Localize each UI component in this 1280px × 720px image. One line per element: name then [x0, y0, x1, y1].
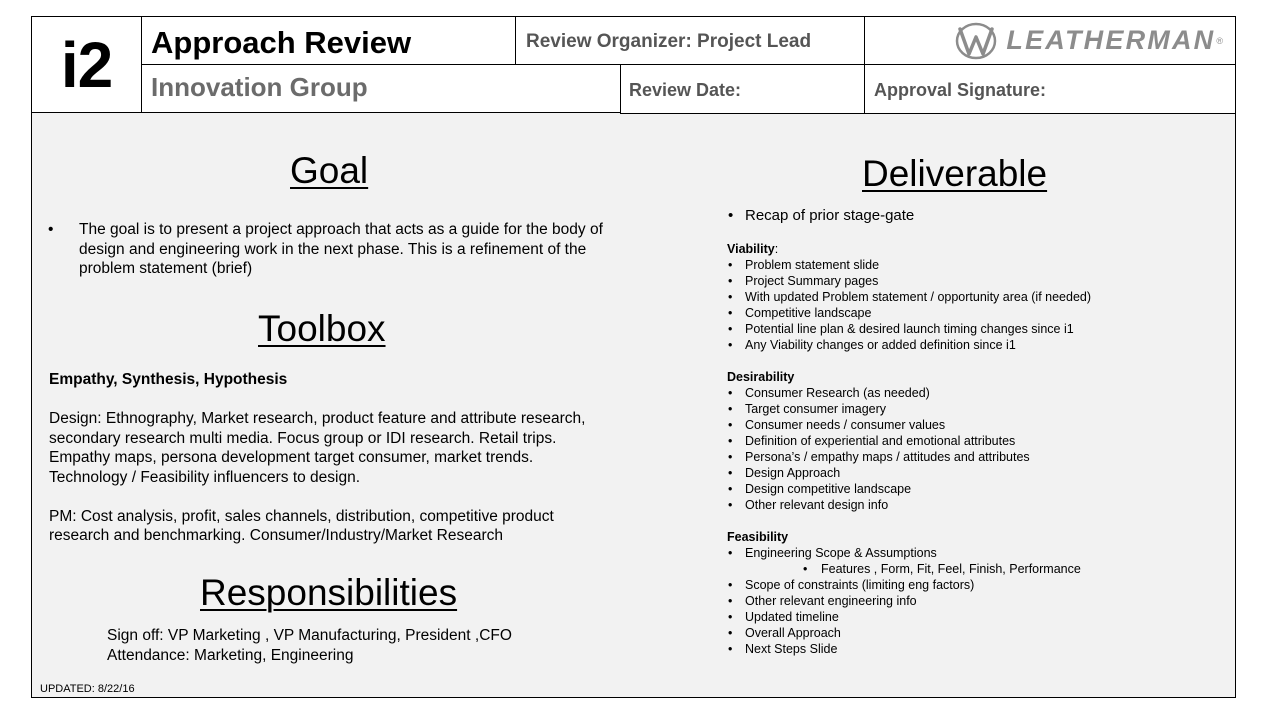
list-item-text: Design Approach	[745, 466, 841, 480]
bullet-dot: •	[728, 594, 733, 608]
list-item	[727, 609, 1227, 625]
list-item	[727, 305, 1227, 321]
viability-section	[727, 241, 1227, 353]
bullet-dot: •	[728, 338, 733, 352]
list-item	[727, 577, 1227, 593]
bullet-dot: •	[803, 562, 808, 576]
list-item	[727, 257, 1227, 273]
list-item	[727, 625, 1227, 641]
approval-signature-cell	[864, 64, 1236, 114]
bullet-dot: •	[728, 290, 733, 304]
bullet-dot: •	[728, 642, 733, 656]
list-item-text: Overall Approach	[745, 626, 841, 640]
list-item-text: Project Summary pages	[745, 274, 879, 288]
toolbox-design: Design: Ethnography, Market research, product feature and attribute research, secondary research multi media. Focus group or IDI research. Retail trips. Empathy maps, persona development target consumer, market trends. Technology / Feasibility influencers to design.	[49, 410, 586, 486]
stage-cell	[31, 16, 142, 113]
updated-date: UPDATED: 8/22/16	[40, 683, 135, 695]
group-name: Innovation Group	[151, 72, 368, 102]
desirability-section	[727, 369, 1227, 513]
toolbox-pm: PM: Cost analysis, profit, sales channels, distribution, competitive product research and benchmarking. Consumer/Industry/Market Research	[49, 507, 554, 544]
list-item-text: Consumer Research (as needed)	[745, 386, 930, 400]
viability-title-colon: :	[774, 242, 779, 256]
deliverable-heading: Deliverable	[862, 153, 1048, 194]
list-item	[727, 593, 1227, 609]
toolbox-heading: Toolbox	[258, 308, 386, 349]
list-item	[727, 641, 1227, 657]
recap-text: Recap of prior stage-gate	[745, 207, 915, 224]
bullet-dot: •	[728, 258, 733, 272]
feasibility-section	[727, 529, 1227, 657]
sub-list-item	[727, 561, 1227, 577]
goal-heading: Goal	[290, 150, 369, 191]
list-item-text: Other relevant engineering info	[745, 594, 917, 608]
bullet-dot: •	[728, 498, 733, 512]
bullet-dot: •	[728, 322, 733, 336]
list-item-text: Design competitive landscape	[745, 482, 912, 496]
list-item-text: Updated timeline	[745, 610, 839, 624]
responsibilities-body	[107, 626, 512, 665]
list-item-text: Any Viability changes or added definition since i1	[745, 338, 1016, 352]
logo-wordmark: LEATHERMAN	[1006, 25, 1216, 55]
list-item-text: Engineering Scope & Assumptions	[745, 546, 937, 560]
list-item	[727, 497, 1227, 513]
stage-label: i2	[60, 28, 113, 101]
list-item	[727, 273, 1227, 289]
organizer-cell	[515, 16, 865, 65]
list-item-text: Next Steps Slide	[745, 642, 838, 656]
logo-cell	[864, 16, 1236, 65]
desirability-title: Desirability	[727, 370, 795, 384]
approval-signature-label: Approval Signature:	[874, 80, 1047, 100]
toolbox-body	[49, 370, 609, 565]
list-item-text: Other relevant design info	[745, 498, 889, 512]
list-item	[727, 545, 1227, 561]
viability-title-text: Viability	[727, 242, 775, 256]
viability-title	[727, 241, 1227, 257]
list-item	[727, 385, 1227, 401]
list-item-text: Target consumer imagery	[745, 402, 887, 416]
review-date-cell	[620, 64, 865, 114]
list-item	[727, 401, 1227, 417]
list-item	[727, 321, 1227, 337]
bullet-dot: •	[728, 482, 733, 496]
bullet-dot: •	[728, 546, 733, 560]
list-item-text: Definition of experiential and emotional attributes	[745, 434, 1016, 448]
signoff-text: Sign off: VP Marketing , VP Manufacturing, President ,CFO	[107, 627, 512, 644]
bullet-dot: •	[728, 386, 733, 400]
review-organizer: Review Organizer: Project Lead	[526, 31, 812, 52]
group-cell	[141, 64, 621, 113]
deliverable-body	[727, 206, 1227, 673]
bullet-dot: •	[728, 306, 733, 320]
bullet-dot: •	[728, 578, 733, 592]
list-item	[727, 337, 1227, 353]
responsibilities-heading: Responsibilities	[200, 572, 458, 613]
title-cell	[141, 16, 516, 65]
leatherman-logo-icon	[954, 21, 998, 61]
bullet-dot: •	[728, 450, 733, 464]
review-date-label: Review Date:	[629, 80, 742, 100]
bullet-dot: •	[728, 207, 734, 224]
list-item	[727, 481, 1227, 497]
goal-bullet	[48, 220, 628, 279]
bullet-dot: •	[728, 402, 733, 416]
bullet-dot: •	[728, 610, 733, 624]
bullet-dot: •	[728, 418, 733, 432]
feasibility-title: Feasibility	[727, 530, 789, 544]
list-item-text: Scope of constraints (limiting eng factors)	[745, 578, 975, 592]
list-item-text: Potential line plan & desired launch timing changes since i1	[745, 322, 1074, 336]
desirability-list	[727, 385, 1227, 513]
list-item	[727, 465, 1227, 481]
list-item-text: Competitive landscape	[745, 306, 872, 320]
bullet-dot: •	[728, 466, 733, 480]
bullet-dot: •	[48, 221, 54, 238]
bullet-dot: •	[728, 274, 733, 288]
bullet-dot: •	[728, 626, 733, 640]
list-item-text: Features , Form, Fit, Feel, Finish, Performance	[821, 562, 1081, 576]
viability-list	[727, 257, 1227, 353]
feasibility-list	[727, 545, 1227, 657]
page-title: Approach Review	[151, 25, 412, 60]
list-item	[727, 417, 1227, 433]
list-item-text: With updated Problem statement / opportunity area (if needed)	[745, 290, 1092, 304]
recap-item	[727, 206, 1227, 225]
list-item-text: Problem statement slide	[745, 258, 880, 272]
list-item-text: Persona’s / empathy maps / attitudes and attributes	[745, 450, 1030, 464]
attendance-text: Attendance: Marketing, Engineering	[107, 646, 354, 664]
toolbox-subtitle: Empathy, Synthesis, Hypothesis	[49, 371, 288, 388]
bullet-dot: •	[728, 434, 733, 448]
list-item	[727, 449, 1227, 465]
goal-text: The goal is to present a project approach that acts as a guide for the body of design and engineering work in the next phase. This is a refinement of the problem statement (brief)	[79, 221, 603, 277]
logo-registered-mark: ®	[1216, 35, 1223, 46]
list-item	[727, 433, 1227, 449]
list-item	[727, 289, 1227, 305]
list-item-text: Consumer needs / consumer values	[745, 418, 946, 432]
